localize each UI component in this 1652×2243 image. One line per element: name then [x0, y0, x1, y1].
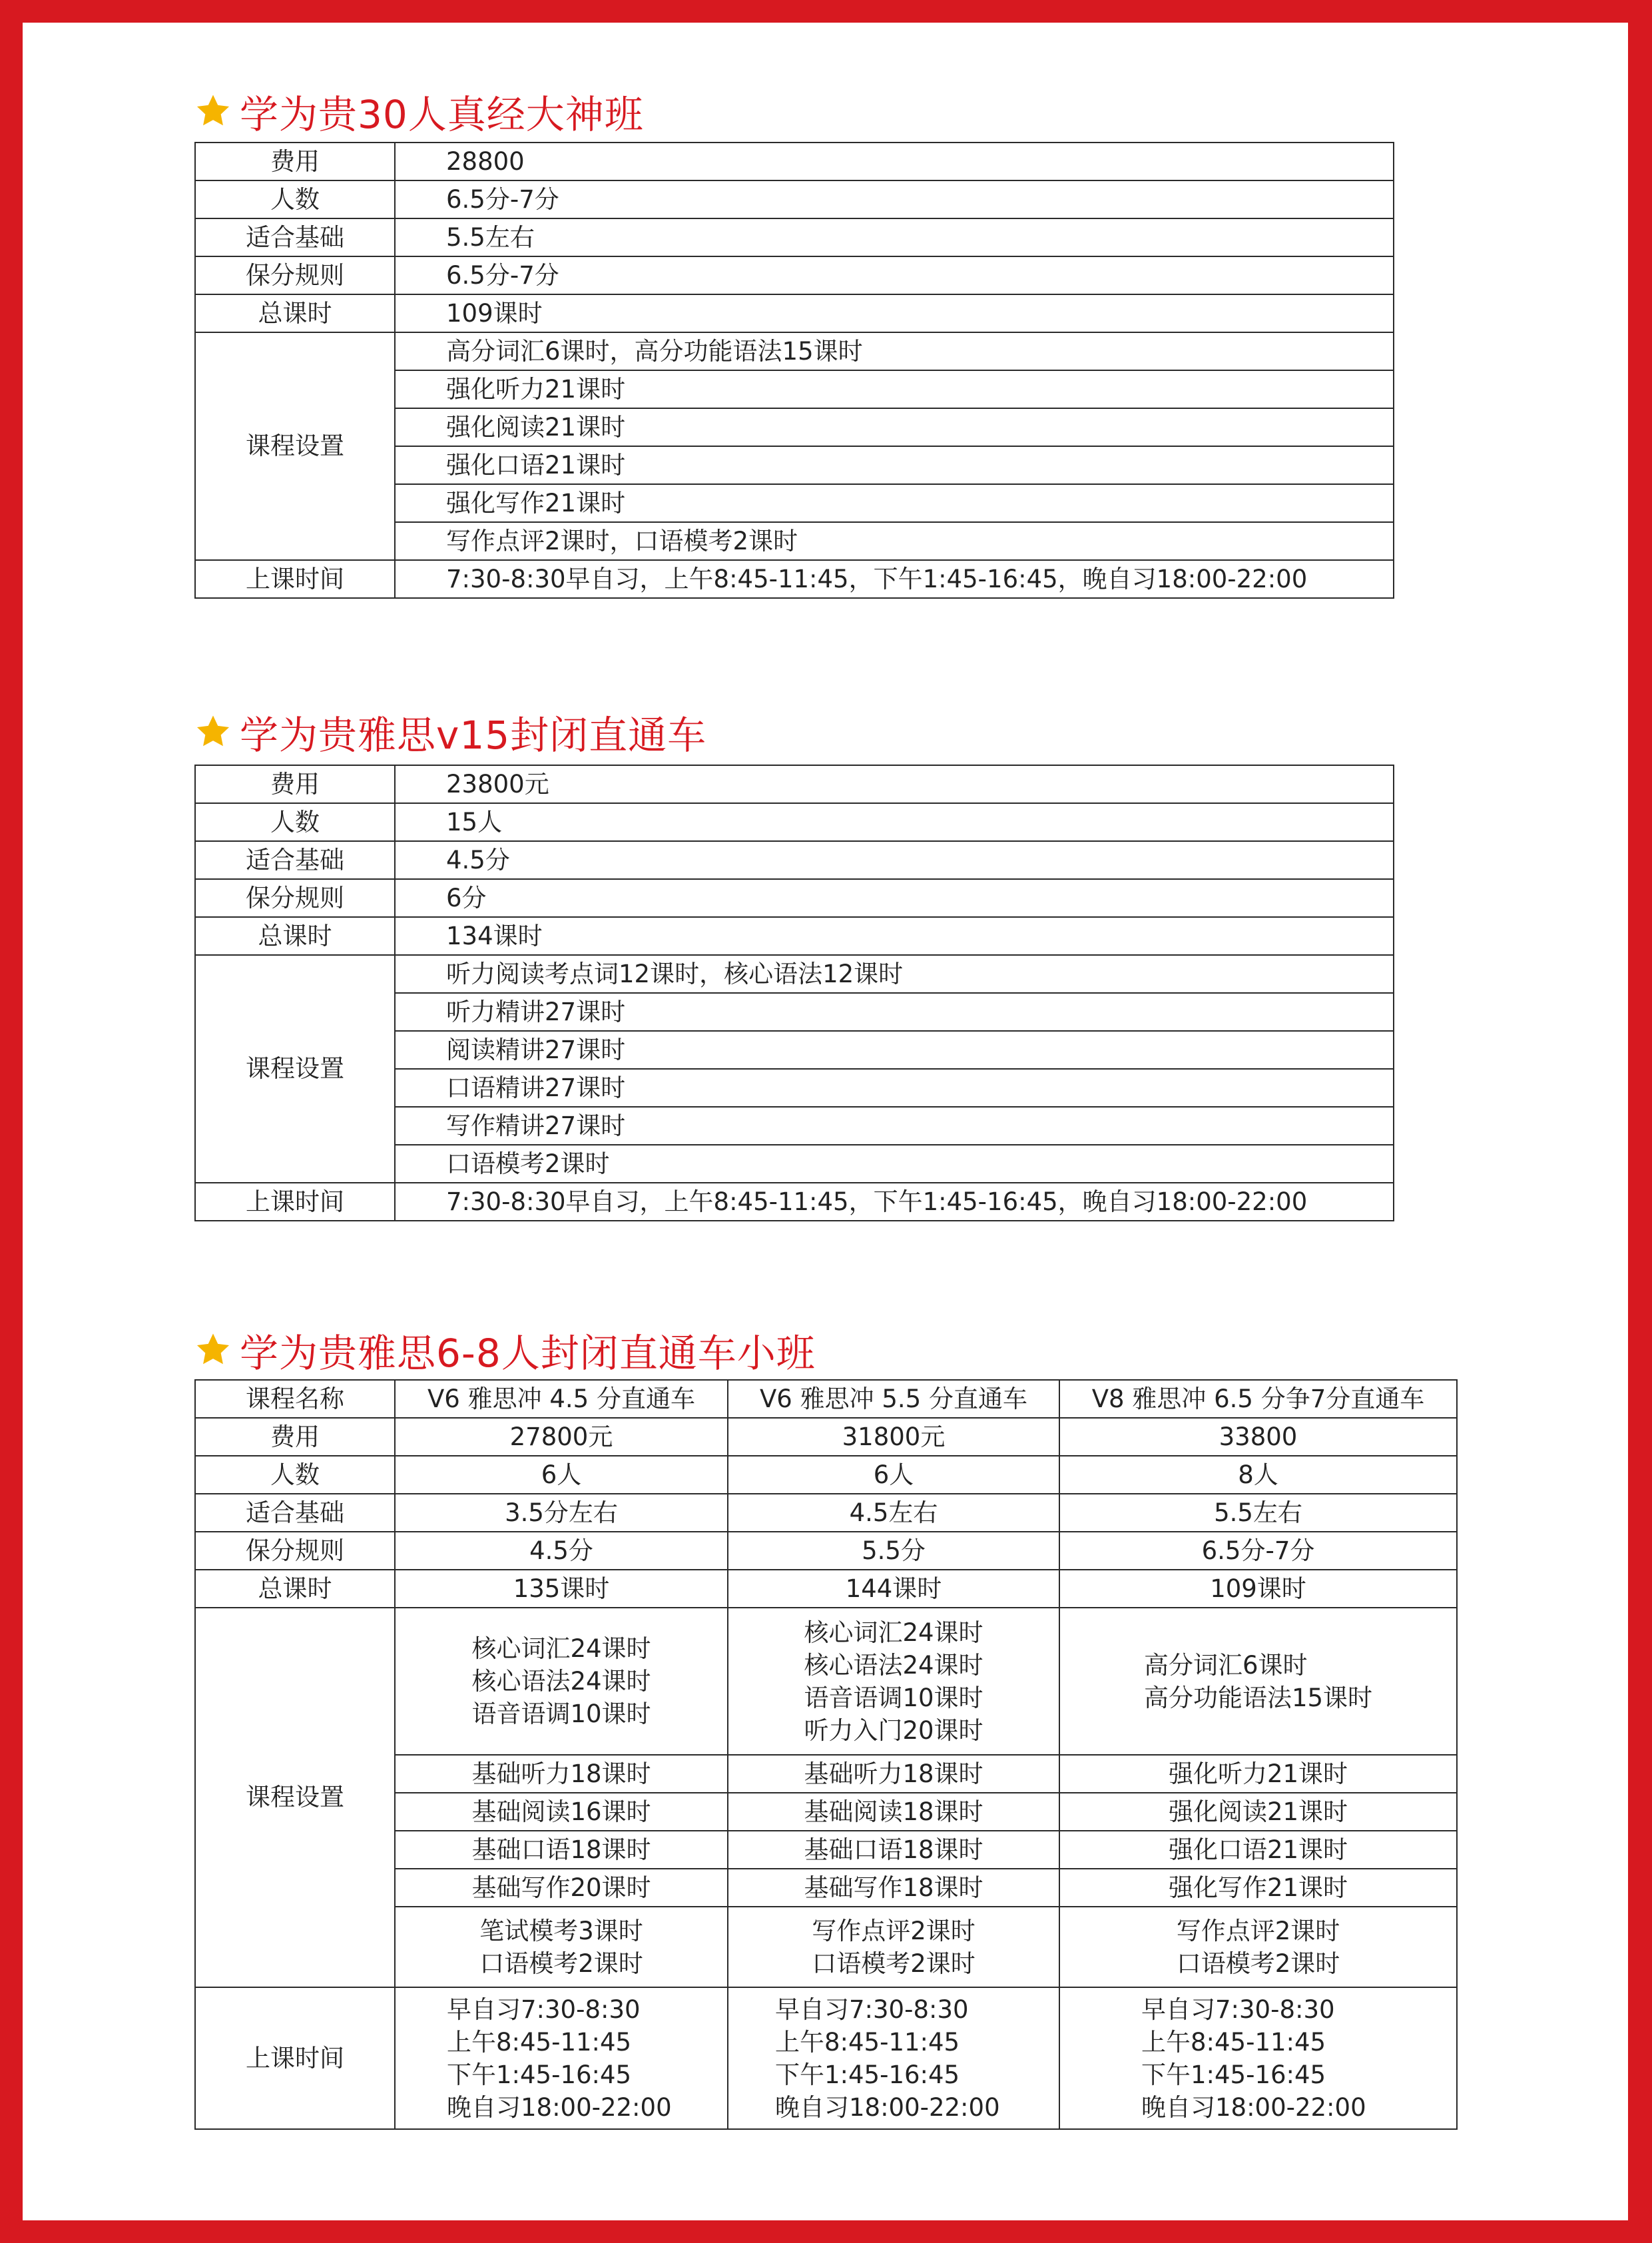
- table-row: [195, 1494, 1457, 1532]
- row-value: 109课时: [395, 294, 1394, 332]
- row-label: 费用: [195, 143, 395, 180]
- cell-value: 6人: [395, 1456, 728, 1494]
- table-row: [195, 1456, 1457, 1494]
- time-line: 下午1:45-16:45: [447, 2060, 632, 2089]
- row-value: 134课时: [395, 917, 1394, 955]
- row-value: 6.5分-7分: [395, 256, 1394, 294]
- cell-value: 5.5左右: [1059, 1494, 1457, 1532]
- course-line: 笔试模考3课时: [479, 1916, 643, 1945]
- time-line: 下午1:45-16:45: [775, 2060, 960, 2089]
- section-title: 学为贵雅思6-8人封闭直通车小班: [240, 1331, 816, 1376]
- course-item: 强化写作21课时: [395, 484, 1394, 522]
- time-cell: [1059, 1987, 1457, 2129]
- course-item: 听力精讲27课时: [395, 993, 1394, 1031]
- time-label: 上课时间: [195, 1183, 395, 1221]
- course-cell: 基础写作20课时: [395, 1869, 728, 1907]
- row-label: 适合基础: [195, 1494, 395, 1532]
- course-last-cell: [728, 1907, 1059, 1987]
- table-row: [195, 332, 1394, 370]
- course-line: 听力入门20课时: [804, 1716, 983, 1745]
- section-v15-class: [194, 705, 1394, 1221]
- course-item: 阅读精讲27课时: [395, 1031, 1394, 1069]
- course-cell: 基础口语18课时: [728, 1831, 1059, 1869]
- course-line: 核心词汇24课时: [804, 1618, 983, 1647]
- table-row: [195, 765, 1394, 803]
- table-row: [195, 1570, 1457, 1608]
- course-line: 核心词汇24课时: [471, 1634, 651, 1663]
- cell-value: 4.5分: [395, 1532, 728, 1570]
- cell-value: 31800元: [728, 1418, 1059, 1456]
- row-value: 28800: [395, 143, 1394, 180]
- course-last-cell: [395, 1907, 728, 1987]
- course-cell: 强化写作21课时: [1059, 1869, 1457, 1907]
- time-line: 早自习7:30-8:30: [775, 1995, 969, 2024]
- info-table: [194, 142, 1394, 599]
- course-item: 听力阅读考点词12课时，核心语法12课时: [395, 955, 1394, 993]
- row-value: 6.5分-7分: [395, 180, 1394, 218]
- column-header: V8 雅思冲 6.5 分争7分直通车: [1059, 1380, 1457, 1418]
- course-item: 口语模考2课时: [395, 1145, 1394, 1183]
- table-row: [195, 879, 1394, 917]
- section-small-class: [194, 1323, 1458, 2130]
- course-label: 课程设置: [195, 955, 395, 1183]
- course-line: 写作点评2课时: [812, 1916, 975, 1945]
- row-label: 总课时: [195, 294, 395, 332]
- course-cell: 基础阅读16课时: [395, 1793, 728, 1831]
- star-icon: [194, 93, 232, 130]
- course-line: 核心语法24课时: [804, 1650, 983, 1680]
- table-row: [195, 1608, 1457, 1755]
- time-cell: [395, 1987, 728, 2129]
- row-value: 23800元: [395, 765, 1394, 803]
- time-line: 晚自习18:00-22:00: [1141, 2092, 1366, 2122]
- row-value: 4.5分: [395, 841, 1394, 879]
- course-line: 写作点评2课时: [1176, 1916, 1340, 1945]
- time-line: 晚自习18:00-22:00: [447, 2092, 672, 2122]
- course-item: 口语精讲27课时: [395, 1069, 1394, 1107]
- course-item: 强化听力21课时: [395, 370, 1394, 408]
- course-label: 课程设置: [195, 332, 395, 560]
- time-line: 上午8:45-11:45: [775, 2027, 960, 2057]
- cell-value: 4.5左右: [728, 1494, 1059, 1532]
- course-cell: 强化阅读21课时: [1059, 1793, 1457, 1831]
- cell-value: 135课时: [395, 1570, 728, 1608]
- cell-value: 109课时: [1059, 1570, 1457, 1608]
- table-row: [195, 218, 1394, 256]
- course-line: 语音语调10课时: [471, 1700, 651, 1728]
- row-label: 费用: [195, 1418, 395, 1456]
- cell-value: 27800元: [395, 1418, 728, 1456]
- course-line: 核心语法24课时: [471, 1667, 651, 1696]
- course-line: 高分词汇6课时: [1143, 1650, 1308, 1680]
- course-cell: 基础口语18课时: [395, 1831, 728, 1869]
- time-line: 上午8:45-11:45: [447, 2027, 632, 2057]
- table-row: [195, 955, 1394, 993]
- table-row: [195, 1418, 1457, 1456]
- row-label: 适合基础: [195, 841, 395, 879]
- section-title: 学为贵雅思v15封闭直通车: [240, 713, 707, 758]
- course-line: 口语模考2课时: [1176, 1949, 1340, 1978]
- row-label: 保分规则: [195, 879, 395, 917]
- time-label: 上课时间: [195, 1987, 395, 2129]
- course-core-cell: [728, 1608, 1059, 1755]
- cell-value: 8人: [1059, 1456, 1457, 1494]
- cell-value: 144课时: [728, 1570, 1059, 1608]
- course-cell: 基础阅读18课时: [728, 1793, 1059, 1831]
- course-label: 课程设置: [195, 1608, 395, 1987]
- row-label: 总课时: [195, 917, 395, 955]
- row-value: 15人: [395, 803, 1394, 841]
- row-label: 人数: [195, 1456, 395, 1494]
- table-row: [195, 1532, 1457, 1570]
- time-line: 早自习7:30-8:30: [447, 1995, 641, 2024]
- course-item: 强化口语21课时: [395, 446, 1394, 484]
- table-row: [195, 1183, 1394, 1221]
- course-line: 高分功能语法15课时: [1143, 1683, 1373, 1712]
- table-row: [195, 294, 1394, 332]
- course-last-cell: [1059, 1907, 1457, 1987]
- time-label: 上课时间: [195, 560, 395, 598]
- section-30-person-class: [194, 85, 1394, 599]
- column-header: V6 雅思冲 4.5 分直通车: [395, 1380, 728, 1418]
- time-cell: [728, 1987, 1059, 2129]
- section-title: 学为贵30人真经大神班: [240, 92, 644, 137]
- section-heading: [194, 705, 1394, 759]
- time-line: 下午1:45-16:45: [1141, 2060, 1326, 2089]
- row-label: 适合基础: [195, 218, 395, 256]
- name-label: 课程名称: [195, 1380, 395, 1418]
- comparison-table: [194, 1379, 1458, 2130]
- row-value: 6分: [395, 879, 1394, 917]
- table-row: [195, 143, 1394, 180]
- course-item: 强化阅读21课时: [395, 408, 1394, 446]
- table-row: [195, 803, 1394, 841]
- time-line: 晚自习18:00-22:00: [775, 2092, 1000, 2122]
- row-label: 总课时: [195, 1570, 395, 1608]
- cell-value: 3.5分左右: [395, 1494, 728, 1532]
- course-line: 语音语调10课时: [804, 1683, 983, 1712]
- cell-value: 5.5分: [728, 1532, 1059, 1570]
- row-label: 人数: [195, 180, 395, 218]
- cell-value: 6.5分-7分: [1059, 1532, 1457, 1570]
- cell-value: 6人: [728, 1456, 1059, 1494]
- star-icon: [194, 1331, 232, 1369]
- table-row: [195, 841, 1394, 879]
- row-label: 保分规则: [195, 256, 395, 294]
- row-label: 费用: [195, 765, 395, 803]
- row-value: 5.5左右: [395, 218, 1394, 256]
- course-core-cell: [1059, 1608, 1457, 1755]
- course-item: 高分词汇6课时，高分功能语法15课时: [395, 332, 1394, 370]
- time-line: 早自习7:30-8:30: [1141, 1995, 1335, 2024]
- time-value: 7:30-8:30早自习，上午8:45-11:45，下午1:45-16:45，晚自习18:00-22:00: [395, 560, 1394, 598]
- section-heading: [194, 1323, 1458, 1377]
- star-icon: [194, 713, 232, 751]
- table-row: [195, 917, 1394, 955]
- course-core-cell: [395, 1608, 728, 1755]
- column-header: V6 雅思冲 5.5 分直通车: [728, 1380, 1059, 1418]
- table-row: [195, 256, 1394, 294]
- row-label: 保分规则: [195, 1532, 395, 1570]
- row-label: 人数: [195, 803, 395, 841]
- course-cell: 基础写作18课时: [728, 1869, 1059, 1907]
- table-row: [195, 1987, 1457, 2129]
- course-line: 口语模考2课时: [812, 1949, 975, 1978]
- course-cell: 基础听力18课时: [395, 1755, 728, 1793]
- table-row: [195, 560, 1394, 598]
- course-cell: 强化听力21课时: [1059, 1755, 1457, 1793]
- table-header-row: [195, 1380, 1457, 1418]
- course-line: 口语模考2课时: [479, 1949, 643, 1978]
- table-row: [195, 180, 1394, 218]
- cell-value: 33800: [1059, 1418, 1457, 1456]
- course-cell: 强化口语21课时: [1059, 1831, 1457, 1869]
- info-table: [194, 765, 1394, 1221]
- course-cell: 基础听力18课时: [728, 1755, 1059, 1793]
- course-item: 写作精讲27课时: [395, 1107, 1394, 1145]
- course-item: 写作点评2课时，口语模考2课时: [395, 522, 1394, 560]
- section-heading: [194, 85, 1394, 138]
- time-line: 上午8:45-11:45: [1141, 2027, 1326, 2057]
- time-value: 7:30-8:30早自习，上午8:45-11:45，下午1:45-16:45，晚自习18:00-22:00: [395, 1183, 1394, 1221]
